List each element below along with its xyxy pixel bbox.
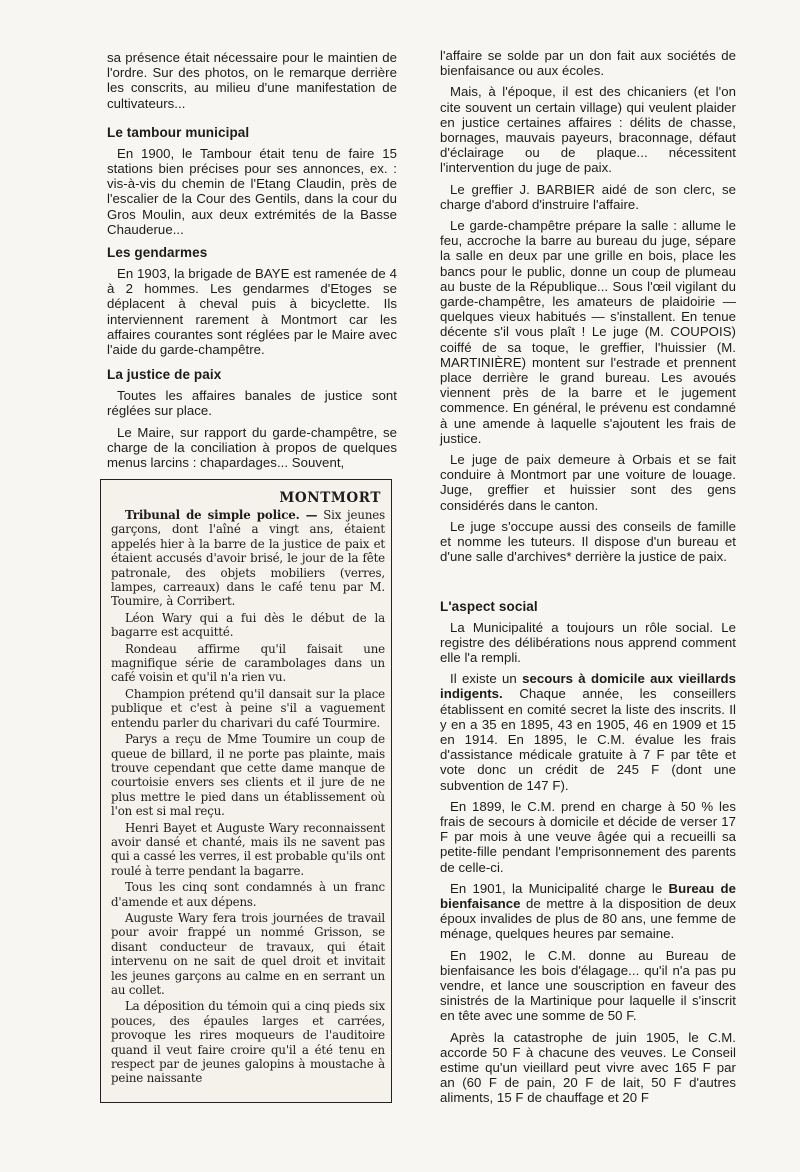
right-paragraph-8	[440, 671, 736, 793]
p8-part-c: Chaque année, les conseillers établissent en comité secret la liste des inscrits. Il y en a 35 en 1895, 43 en 1905, 46 en 1909 et 15 en 1914. En 1895, le C.M. évalue les frais d'assistance médicale gratuite à 7 F par tête et vote donc un crédit de 245 F (dont une subvention de 147 F).	[440, 686, 736, 793]
paragraph-gendarmes: En 1903, la brigade de BAYE est ramenée de 4 à 2 hommes. Les gendarmes d'Etoges se déplacent à cheval puis à bicyclette. Ils interviennent rarement à Montmort car les affaires courantes sont réglées par le Maire avec l'aide du garde-champêtre.	[107, 266, 397, 358]
right-paragraph-3: Le greffier J. BARBIER aidé de son clerc, se charge d'abord d'instruire l'affaire.	[440, 181, 736, 212]
paragraph-justice-2: Le Maire, sur rapport du garde-champêtre, se charge de la conciliation à propos de quelques menus larcins : chapardages... Souvent,	[107, 424, 397, 471]
clipping-paragraph-3: Rondeau affirme qu'il faisait une magnifique série de carambolages dans un café voisin et qu'il n'a rien vu.	[111, 641, 385, 685]
p8-part-a: Il existe un	[450, 671, 523, 687]
clipping-paragraph-9: La déposition du témoin qui a cinq pieds six pouces, des épaules larges et carrées, provoque les rires moqueurs de l'auditoire quand il veut faire croire qu'il a été tenu en respect par de jeunes galopins à moustache à peine naissante	[111, 999, 385, 1086]
clipping-paragraph-7: Tous les cinq sont condamnés à un franc d'amende et aux dépens.	[111, 880, 385, 909]
paragraph-justice-1: Toutes les affaires banales de justice sont réglées sur place.	[107, 388, 397, 419]
right-paragraph-6: Le juge s'occupe aussi des conseils de famille et nomme les tuteurs. Il dispose d'un bureau et d'une salle d'archives* derrière la justice de paix.	[440, 518, 736, 565]
left-intro-paragraph: sa présence était nécessaire pour le maintien de l'ordre. Sur des photos, on le remarque derrière les conscrits, au milieu d'une manifestation de cultivateurs...	[107, 50, 397, 111]
p8-bold: secours à domicile aux vieillards indigents.	[440, 671, 736, 702]
clipping-lead: Tribunal de simple police. —	[125, 508, 318, 522]
clipping-paragraph-1	[111, 508, 385, 609]
clipping-paragraph-5: Parys a reçu de Mme Toumire un coup de queue de billard, il ne porte pas plainte, mais trouve cependant que cette dame manque de courtoisie envers ses clients et il jure de ne plus mettre le pied dans un établissement où l'on est si mal reçu.	[111, 732, 385, 819]
p10-bold: Bureau de bienfaisance	[440, 880, 736, 911]
clipping-text-1: Six jeunes garçons, dont l'aîné a vingt ans, étaient appelés hier à la barre de la justice de paix et étaient accusés d'avoir brisé, le jour de la fête patronale, des objets mobiliers (verres, lampes, carreaux) dans le café tenu par M. Toumire, à Corribert.	[111, 508, 385, 609]
newspaper-clipping	[100, 479, 392, 1103]
right-column	[440, 48, 736, 1112]
left-column	[107, 50, 397, 476]
right-paragraph-2: Mais, à l'époque, il est des chicaniers (et l'on cite souvent un certain village) qui veulent plaider en justice certaines affaires : délits de chasse, bornages, mauvais payeurs, braconnage, défaut d'éclairage ou de plaque... nécessitent l'intervention du juge de paix.	[440, 84, 736, 176]
paragraph-tambour: En 1900, le Tambour était tenu de faire 15 stations bien précises pour ses annonces, ex. : vis-à-vis du chemin de l'Etang Claudin, près de l'escalier de la Cour des Gentils, dans la cour du Gros Moulin, aux deux extrémités de la Basse Chauderue...	[107, 145, 397, 237]
clipping-paragraph-2: Léon Wary qui a fui dès le début de la bagarre est acquitté.	[111, 610, 385, 640]
right-paragraph-7: La Municipalité a toujours un rôle social. Le registre des délibérations nous apprend comment elle l'a rempli.	[440, 619, 736, 665]
p10-part-c: de mettre à la disposition de deux époux invalides de plus de 80 ans, une femme de ménage, quelques heures par semaine.	[440, 895, 736, 942]
heading-social: L'aspect social	[440, 598, 538, 614]
heading-tambour: Le tambour municipal	[107, 124, 250, 140]
p10-part-a: En 1901, la Municipalité charge le	[450, 880, 669, 896]
right-paragraph-10	[440, 881, 736, 942]
heading-gendarmes: Les gendarmes	[107, 245, 208, 261]
clipping-paragraph-4: Champion prétend qu'il dansait sur la place publique et c'est à peine s'il a vaguement entendu parler du charivari du café Tourmire.	[111, 686, 385, 730]
right-paragraph-12: Après la catastrophe de juin 1905, le C.M. accorde 50 F à chacune des veuves. Le Conseil estime qu'un vieillard peut vivre avec 165 F par an (60 F de pain, 20 F de lait, 50 F d'autres aliments, 15 F de chauffage et 20 F	[440, 1029, 736, 1106]
right-paragraph-9: En 1899, le C.M. prend en charge à 50 % les frais de secours à domicile et décide de verser 17 F par mois à une veuve âgée qui a recueilli sa petite-fille pendant l'emprisonnement des parents de celle-ci.	[440, 798, 736, 875]
right-paragraph-1: l'affaire se solde par un don fait aux sociétés de bienfaisance ou aux écoles.	[440, 48, 736, 79]
right-paragraph-11: En 1902, le C.M. donne au Bureau de bienfaisance les bois d'élagage... qu'il n'a pas pu vendre, et lance une souscription en faveur des sinistrés de la Martinique pour laquelle il s'inscrit en tête avec une somme de 50 F.	[440, 947, 736, 1024]
right-paragraph-5: Le juge de paix demeure à Orbais et se fait conduire à Montmort par une voiture de louage. Juge, greffier et huissier sont des gens considérés dans le canton.	[440, 452, 736, 513]
clipping-paragraph-8: Auguste Wary fera trois journées de travail pour avoir frappé un nommé Grisson, se disant conducteur de travaux, qui était intervenu on ne sait de quel droit et invitait les jeunes garçons au calme en en serrant un au collet.	[111, 910, 385, 997]
clipping-title: MONTMORT	[279, 490, 381, 506]
clipping-paragraph-6: Henri Bayet et Auguste Wary reconnaissent avoir dansé et chanté, mais ils ne savent pas qui a cassé les verres, il est probable qu'ils ont roulé à terre pendant la bagarre.	[111, 820, 385, 878]
heading-justice: La justice de paix	[107, 367, 222, 383]
right-paragraph-4: Le garde-champêtre prépare la salle : allume le feu, accroche la barre au bureau du juge, sépare la salle en deux par une grille en bois, place les bancs pour le public, donne un coup de plumeau au buste de la République... Sous l'œil vigilant du garde-champêtre, les amateurs de plaidoirie — quelques vieux habitués — s'installent. En tenue décente s'il vous plaît ! Le juge (M. COUPOIS) coiffé de sa toque, le greffier, l'huissier (M. MARTINIÈRE) montent sur l'estrade et prennent place derrière le grand bureau. Les avoués viennent près de la barre et le jugement commence. En général, le prévenu est condamné à une amende à laquelle s'ajoutent les frais de justice.	[440, 218, 736, 446]
